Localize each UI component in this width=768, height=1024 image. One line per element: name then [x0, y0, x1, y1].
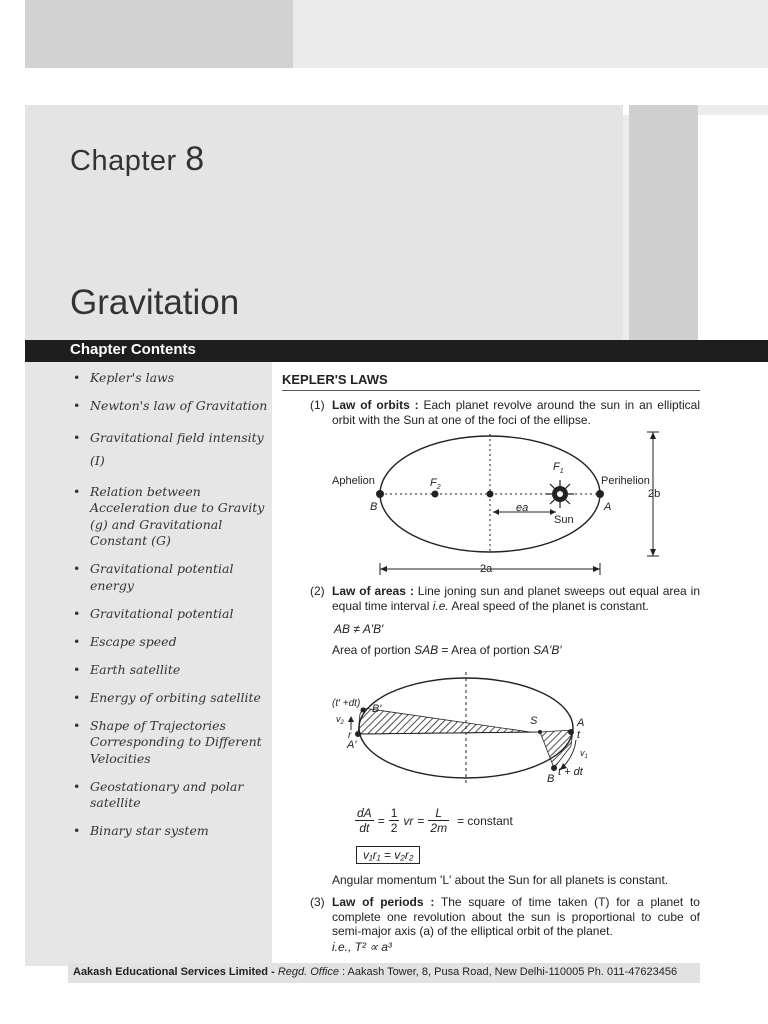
label-b-prime: B′: [372, 703, 382, 715]
label-a-prime: A′: [347, 739, 357, 751]
label-t-dt: (t′ +dt): [332, 698, 361, 709]
aphelion-label: Aphelion: [332, 475, 375, 487]
law1-paragraph: [332, 398, 700, 427]
point-s: [538, 730, 542, 734]
sun-icon: [546, 480, 574, 508]
section-rule: [282, 390, 700, 391]
label-f1: $F_1$: [553, 461, 564, 475]
contents-item[interactable]: • Geostationary and polar satellite: [73, 779, 269, 812]
law2-paragraph: [332, 584, 700, 613]
focus-f2: [432, 491, 439, 498]
law3-number: (3): [310, 895, 325, 909]
contents-item[interactable]: • Escape speed: [73, 634, 269, 651]
chapter-number: 8: [185, 140, 205, 178]
law1-text: Each planet revolve around the sun in an elliptical orbit with the Sun at one of the foci of the ellipse.: [332, 398, 700, 427]
boxed-formula: v₁r₁ = v₂r₂: [356, 846, 420, 864]
law3-relation: i.e., T² ∝ a³: [332, 940, 392, 954]
swept-area-aphelion: [358, 708, 530, 734]
header-side-strip-top: [698, 105, 768, 115]
chapter-title: Gravitation: [70, 283, 240, 322]
law2-text-end: Areal speed of the planet is constant.: [451, 598, 649, 613]
frac-half: $\frac{1}{2}$: [390, 806, 398, 835]
contents-item[interactable]: • Kepler's laws: [73, 370, 269, 387]
areas-figure: [330, 672, 600, 787]
law3-text: The square of time taken (T) for a planet to complete one revolution about the sun is proportional to cube of semi-major axis (a) of the elliptical orbit of the planet.: [332, 895, 700, 938]
contents-item[interactable]: • Relation between Acceleration due to Gravity (g) and Gravitational Constant (G): [73, 484, 269, 550]
frac-dA-dt: $\frac{dA}{dt}$: [357, 806, 372, 835]
point-a: [596, 490, 604, 498]
point-b: [376, 490, 384, 498]
law1-name: Law of orbits :: [332, 398, 419, 412]
label-t: t: [577, 729, 581, 741]
label-f2: $F_2$: [430, 477, 441, 491]
top-band-dark: [25, 0, 293, 68]
law2-name: Law of areas :: [332, 584, 414, 598]
ab-relation: AB ≠ A′B′: [334, 622, 384, 636]
label-sun: Sun: [554, 514, 574, 526]
law2-text: Line joning sun and planet sweeps out equal area in equal time interval: [332, 584, 701, 613]
law1-number: (1): [310, 398, 325, 412]
point-b: [551, 765, 557, 771]
perihelion-label: Perihelion: [601, 475, 650, 487]
law3-paragraph: [332, 895, 700, 939]
contents-item[interactable]: • Gravitational potential energy: [73, 561, 269, 594]
label-v1: $v_1$: [580, 748, 588, 760]
label-v2: $v_2$: [336, 714, 344, 726]
label-a: A: [604, 501, 612, 513]
contents-item[interactable]: • Earth satellite: [73, 662, 269, 679]
label-2b: 2b: [648, 488, 661, 500]
frac-L-2m: $\frac{L}{2m}$: [430, 806, 448, 835]
chapter-label: [70, 140, 205, 179]
contents-item[interactable]: • Shape of Trajectories Corresponding to Different Velocities: [73, 718, 269, 768]
orbit-figure: [330, 428, 700, 578]
top-band-light: [293, 0, 768, 68]
contents-item[interactable]: • Gravitational field intensity (I): [73, 426, 269, 472]
label-b: B: [547, 773, 555, 785]
label-s: S: [530, 715, 538, 727]
header-side-strip-dark: [629, 105, 698, 340]
footer-company: Aakash Educational Services Limited -: [73, 966, 275, 978]
label-a: A: [577, 717, 585, 729]
section-title: KEPLER'S LAWS: [282, 372, 388, 387]
law2-number: (2): [310, 584, 325, 598]
point-b-prime: [361, 708, 366, 713]
area-statement: Area of portion SAB = Area of portion SA′B′: [332, 643, 562, 657]
footer-text: [73, 966, 677, 978]
label-r: r: [348, 730, 352, 741]
law2-ie: i.e.: [432, 598, 449, 613]
contents-list: [73, 370, 269, 851]
label-b: B: [370, 501, 378, 513]
law3-name: Law of periods :: [332, 895, 435, 909]
contents-item[interactable]: • Newton's law of Gravitation: [73, 398, 269, 415]
point-a: [568, 729, 574, 735]
footer-regd: Regd. Office: [277, 966, 339, 978]
label-t-plus-dt: t + dt: [558, 766, 583, 778]
center-point: [487, 491, 494, 498]
footer-address: : Aakash Tower, 8, Pusa Road, New Delhi-110005 Ph. 011-47623456: [342, 966, 678, 978]
label-ea: ea: [516, 502, 529, 514]
contents-item[interactable]: • Gravitational potential: [73, 606, 269, 623]
chapter-word: Chapter: [70, 145, 177, 177]
contents-item[interactable]: • Binary star system: [73, 823, 269, 840]
label-2a: 2a: [480, 563, 493, 575]
contents-item[interactable]: • Energy of orbiting satellite: [73, 690, 269, 707]
angular-momentum-note: Angular momentum 'L' about the Sun for all planets is constant.: [332, 873, 669, 887]
areal-velocity-formula: $\frac{dA}{dt}$ = $\frac{1}{2}$ vr = $\frac{L}{2m}$ = constant: [357, 806, 513, 835]
contents-heading: Chapter Contents: [70, 341, 196, 358]
point-a-prime: [355, 731, 361, 737]
